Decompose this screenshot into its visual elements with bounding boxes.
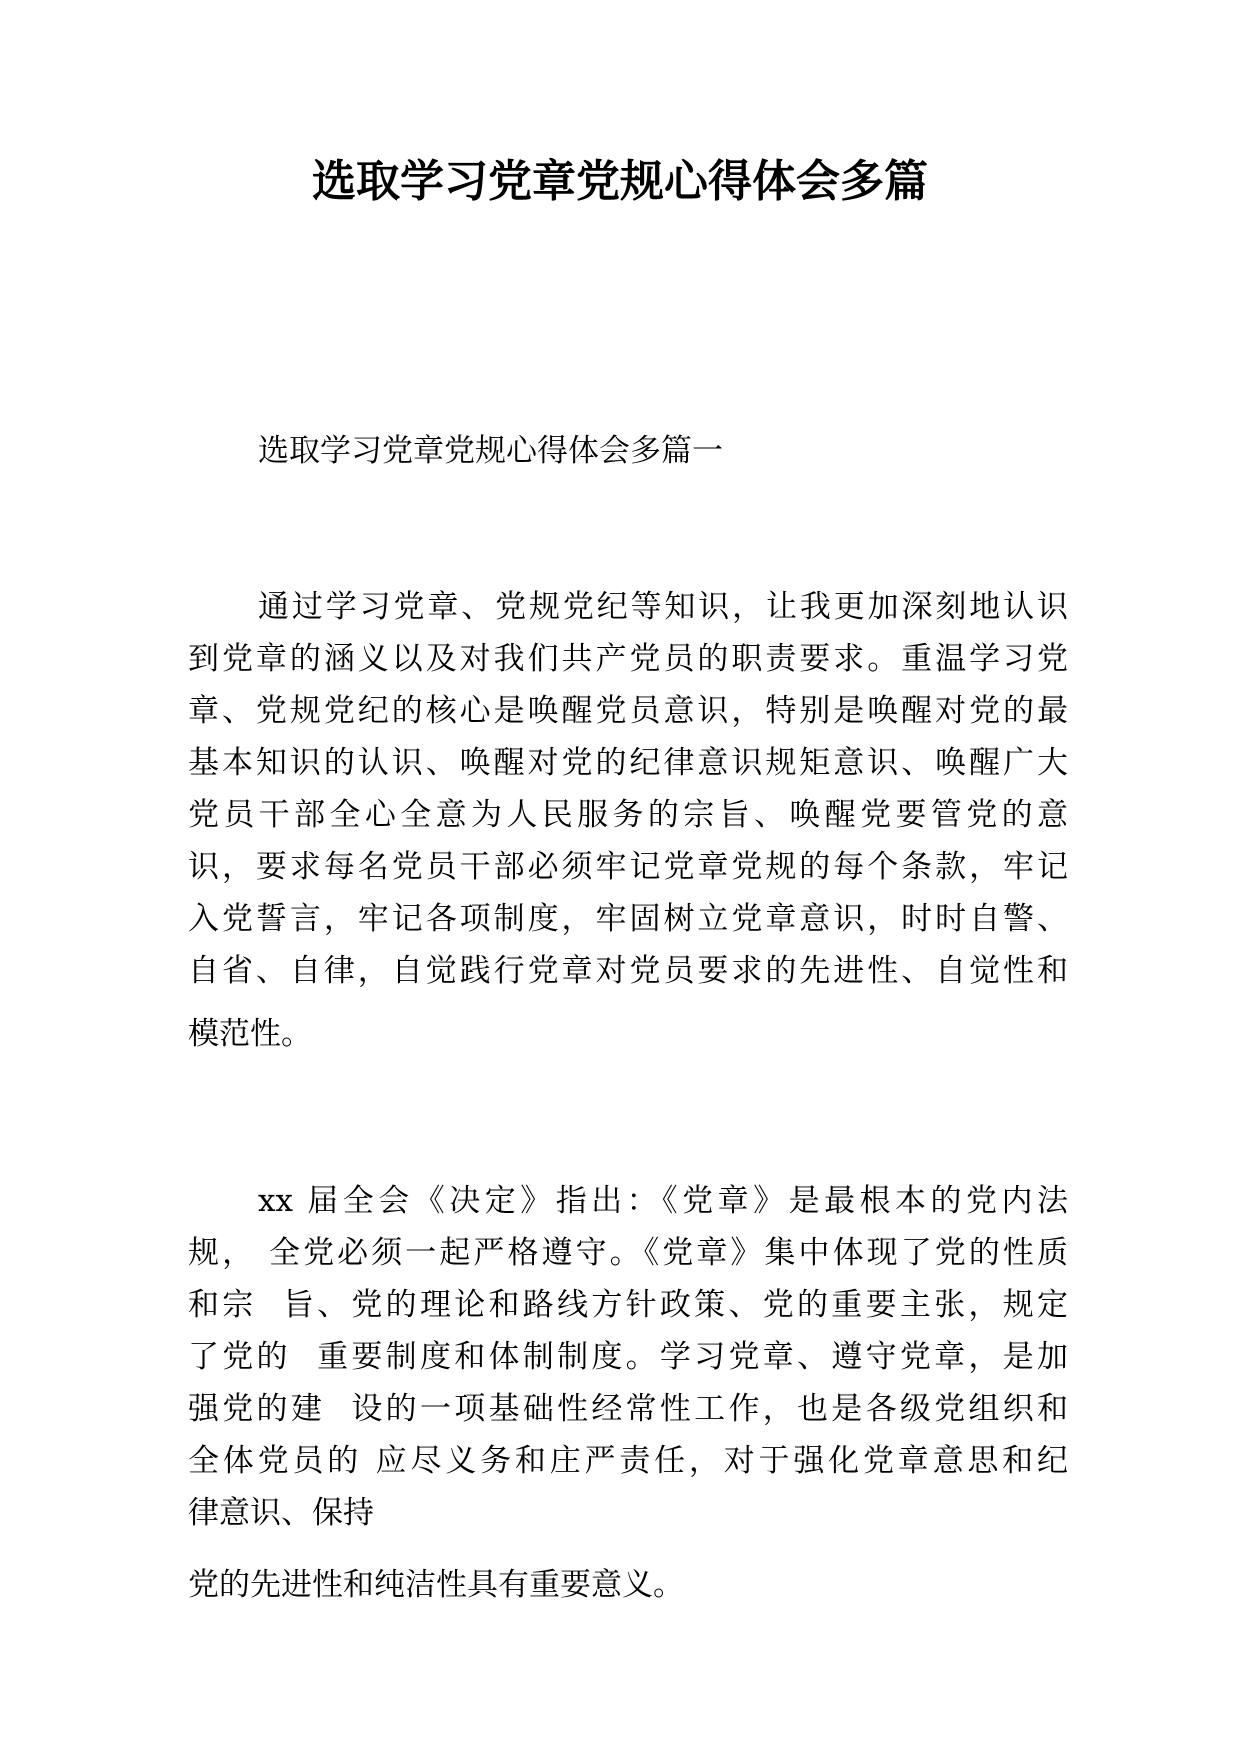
paragraph-2-line-6: 全体党员的 应尽义务和庄严责任，对于强化党章意思和纪: [188, 1443, 1068, 1479]
paragraph-1-line-2: 到党章的涵义以及对我们共产党员的职责要求。重温学习党: [188, 641, 1068, 677]
paragraph-1-line-6: 识，要求每名党员干部必须牢记党章党规的每个条款，牢记: [188, 849, 1068, 885]
paragraph-1-line-8: 自省、自律，自觉践行党章对党员要求的先进性、自觉性和: [188, 953, 1068, 989]
section-heading: 选取学习党章党规心得体会多篇一: [258, 433, 723, 469]
paragraph-1-line-1: 通过学习党章、党规党纪等知识，让我更加深刻地认识: [258, 589, 1068, 625]
paragraph-2-line-7: 律意识、保持: [188, 1495, 374, 1531]
paragraph-1-line-7: 入党誓言，牢记各项制度，牢固树立党章意识，时时自警、: [188, 901, 1068, 937]
paragraph-2-line-3: 和宗 旨、党的理论和路线方针政策、党的重要主张，规定: [188, 1287, 1068, 1323]
document-title: 选取学习党章党规心得体会多篇: [312, 156, 928, 207]
paragraph-1-line-9: 模范性。: [188, 1016, 312, 1052]
paragraph-2-line-2: 规， 全党必须一起严格遵守。《党章》集中体现了党的性质: [188, 1235, 1068, 1271]
paragraph-1-line-4: 基本知识的认识、唤醒对党的纪律意识规矩意识、唤醒广大: [188, 745, 1068, 781]
paragraph-2-line-1: xx 届全会《决定》指出：《党章》是最根本的党内法: [258, 1183, 1068, 1219]
paragraph-1-line-5: 党员干部全心全意为人民服务的宗旨、唤醒党要管党的意: [188, 797, 1068, 833]
paragraph-1-line-3: 章、党规党纪的核心是唤醒党员意识，特别是唤醒对党的最: [188, 693, 1068, 729]
paragraph-2-line-8: 党的先进性和纯洁性具有重要意义。: [188, 1567, 684, 1603]
paragraph-2-line-5: 强党的建 设的一项基础性经常性工作，也是各级党组织和: [188, 1391, 1068, 1427]
paragraph-2-line-4: 了党的 重要制度和体制制度。学习党章、遵守党章，是加: [188, 1339, 1068, 1375]
